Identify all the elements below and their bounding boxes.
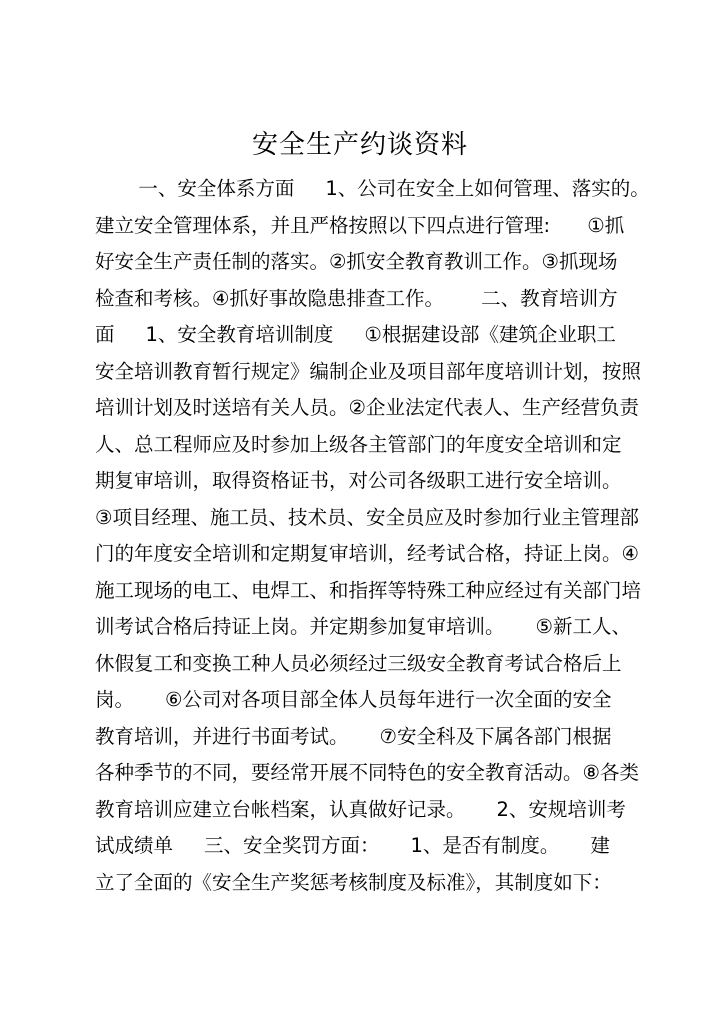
paragraph-line: 训考试合格后持证上岗。并定期参加复审培训。 ⑤新工人、: [95, 615, 631, 638]
paragraph-line: 教育培训，并进行书面考试。 ⑦安全科及下属各部门根据: [95, 724, 612, 748]
paragraph-line: 期复审培训，取得资格证书，对公司各级职工进行安全培训。: [95, 469, 622, 492]
paragraph-line: 好安全生产责任制的落实。②抓安全教育教训工作。③抓现场: [95, 250, 618, 273]
paragraph-line: 试成绩单 三、安全奖罚方面： 1、是否有制度。 建: [95, 834, 610, 857]
paragraph-line: 教育培训应建立台帐档案，认真做好记录。 2、安规培训考: [95, 797, 626, 821]
paragraph-line: 立了全面的《安全生产奖惩考核制度及标准》，其制度如下：: [95, 870, 612, 894]
paragraph-line: 培训计划及时送培有关人员。②企业法定代表人、生产经营负责: [95, 396, 639, 419]
paragraph-line: 岗。 ⑥公司对各项目部全体人员每年进行一次全面的安全: [95, 688, 612, 711]
paragraph-line: 一、安全体系方面 1、公司在安全上如何管理、落实的。: [95, 177, 650, 200]
paragraph-line: 休假复工和变换工种人员必须经过三级安全教育考试合格后上: [95, 651, 622, 675]
paragraph-line: 施工现场的电工、电焊工、和指挥等特殊工种应经过有关部门培: [95, 578, 642, 602]
paragraph-line: 面 1、安全教育培训制度 ①根据建设部《建筑企业职工: [95, 323, 616, 346]
paragraph-line: 安全培训教育暂行规定》编制企业及项目部年度培训计划，按照: [95, 359, 642, 383]
paragraph-line: ③项目经理、施工员、技术员、安全员应及时参加行业主管理部: [95, 505, 639, 529]
paragraph-line: 检查和考核。④抓好事故隐患排查工作。 二、教育培训方: [95, 286, 618, 310]
paragraph-line: 建立安全管理体系，并且严格按照以下四点进行管理: ①抓: [95, 213, 625, 237]
document-title: 安全生产约谈资料: [251, 130, 468, 160]
paragraph-line: 人、总工程师应及时参加上级各主管部门的年度安全培训和定: [95, 432, 622, 456]
paragraph-line: 门的年度安全培训和定期复审培训，经考试合格，持证上岗。④: [95, 542, 639, 565]
paragraph-line: 各种季节的不同，要经常开展不同特色的安全教育活动。⑧各类: [95, 761, 639, 784]
